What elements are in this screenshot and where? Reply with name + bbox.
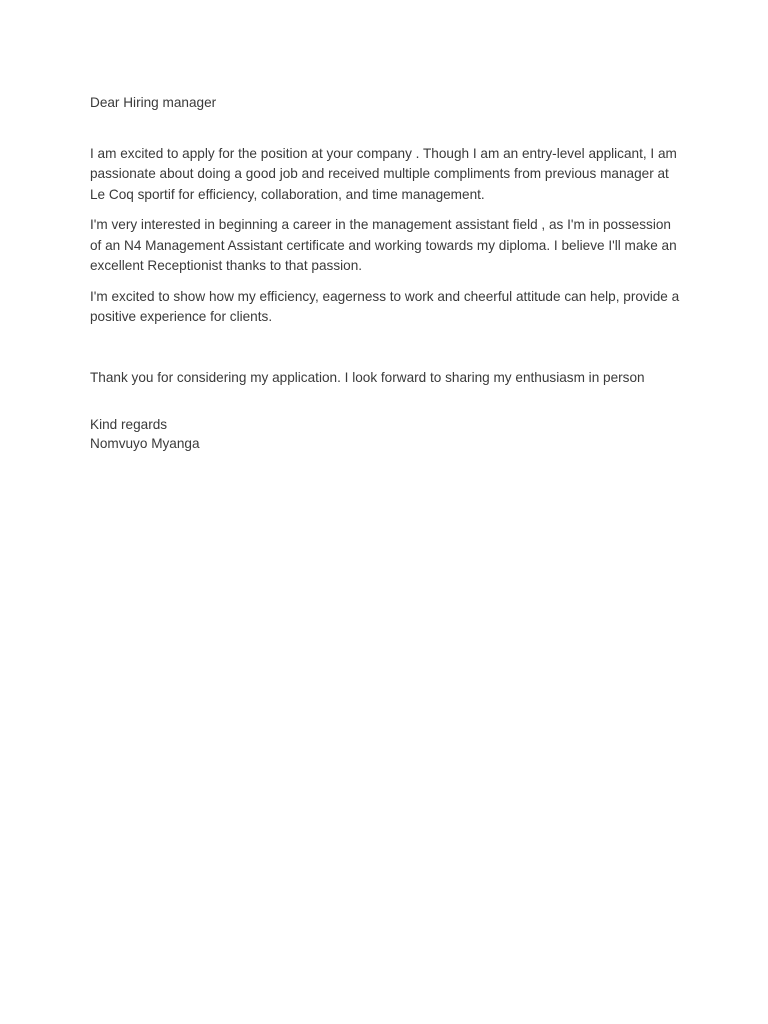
closing: Kind regards <box>90 417 168 432</box>
cover-letter <box>90 93 680 453</box>
signature-name: Nomvuyo Myanga <box>90 436 200 451</box>
salutation: Dear Hiring manager <box>90 95 217 110</box>
body-paragraph-3: I'm excited to show how my efficiency, eagerness to work and cheerful attitude can help, provide a positive experience for clients. <box>90 288 680 324</box>
thank-you-line: Thank you for considering my application. I look forward to sharing my enthusiasm in person <box>90 369 645 385</box>
body-paragraph-2: I'm very interested in beginning a career in the management assistant field , as I'm in possession of an N4 Management Assistant certificate and working towards my diploma. I believe I'll make an excellent Receptionist thanks to that passion. <box>90 217 677 273</box>
closing-block <box>90 415 680 453</box>
body-paragraph-1: I am excited to apply for the position at your company . Though I am an entry-level applicant, I am passionate about doing a good job and received multiple compliments from previous manager at Le Coq sportif for efficiency, collaboration, and time management. <box>90 145 677 202</box>
